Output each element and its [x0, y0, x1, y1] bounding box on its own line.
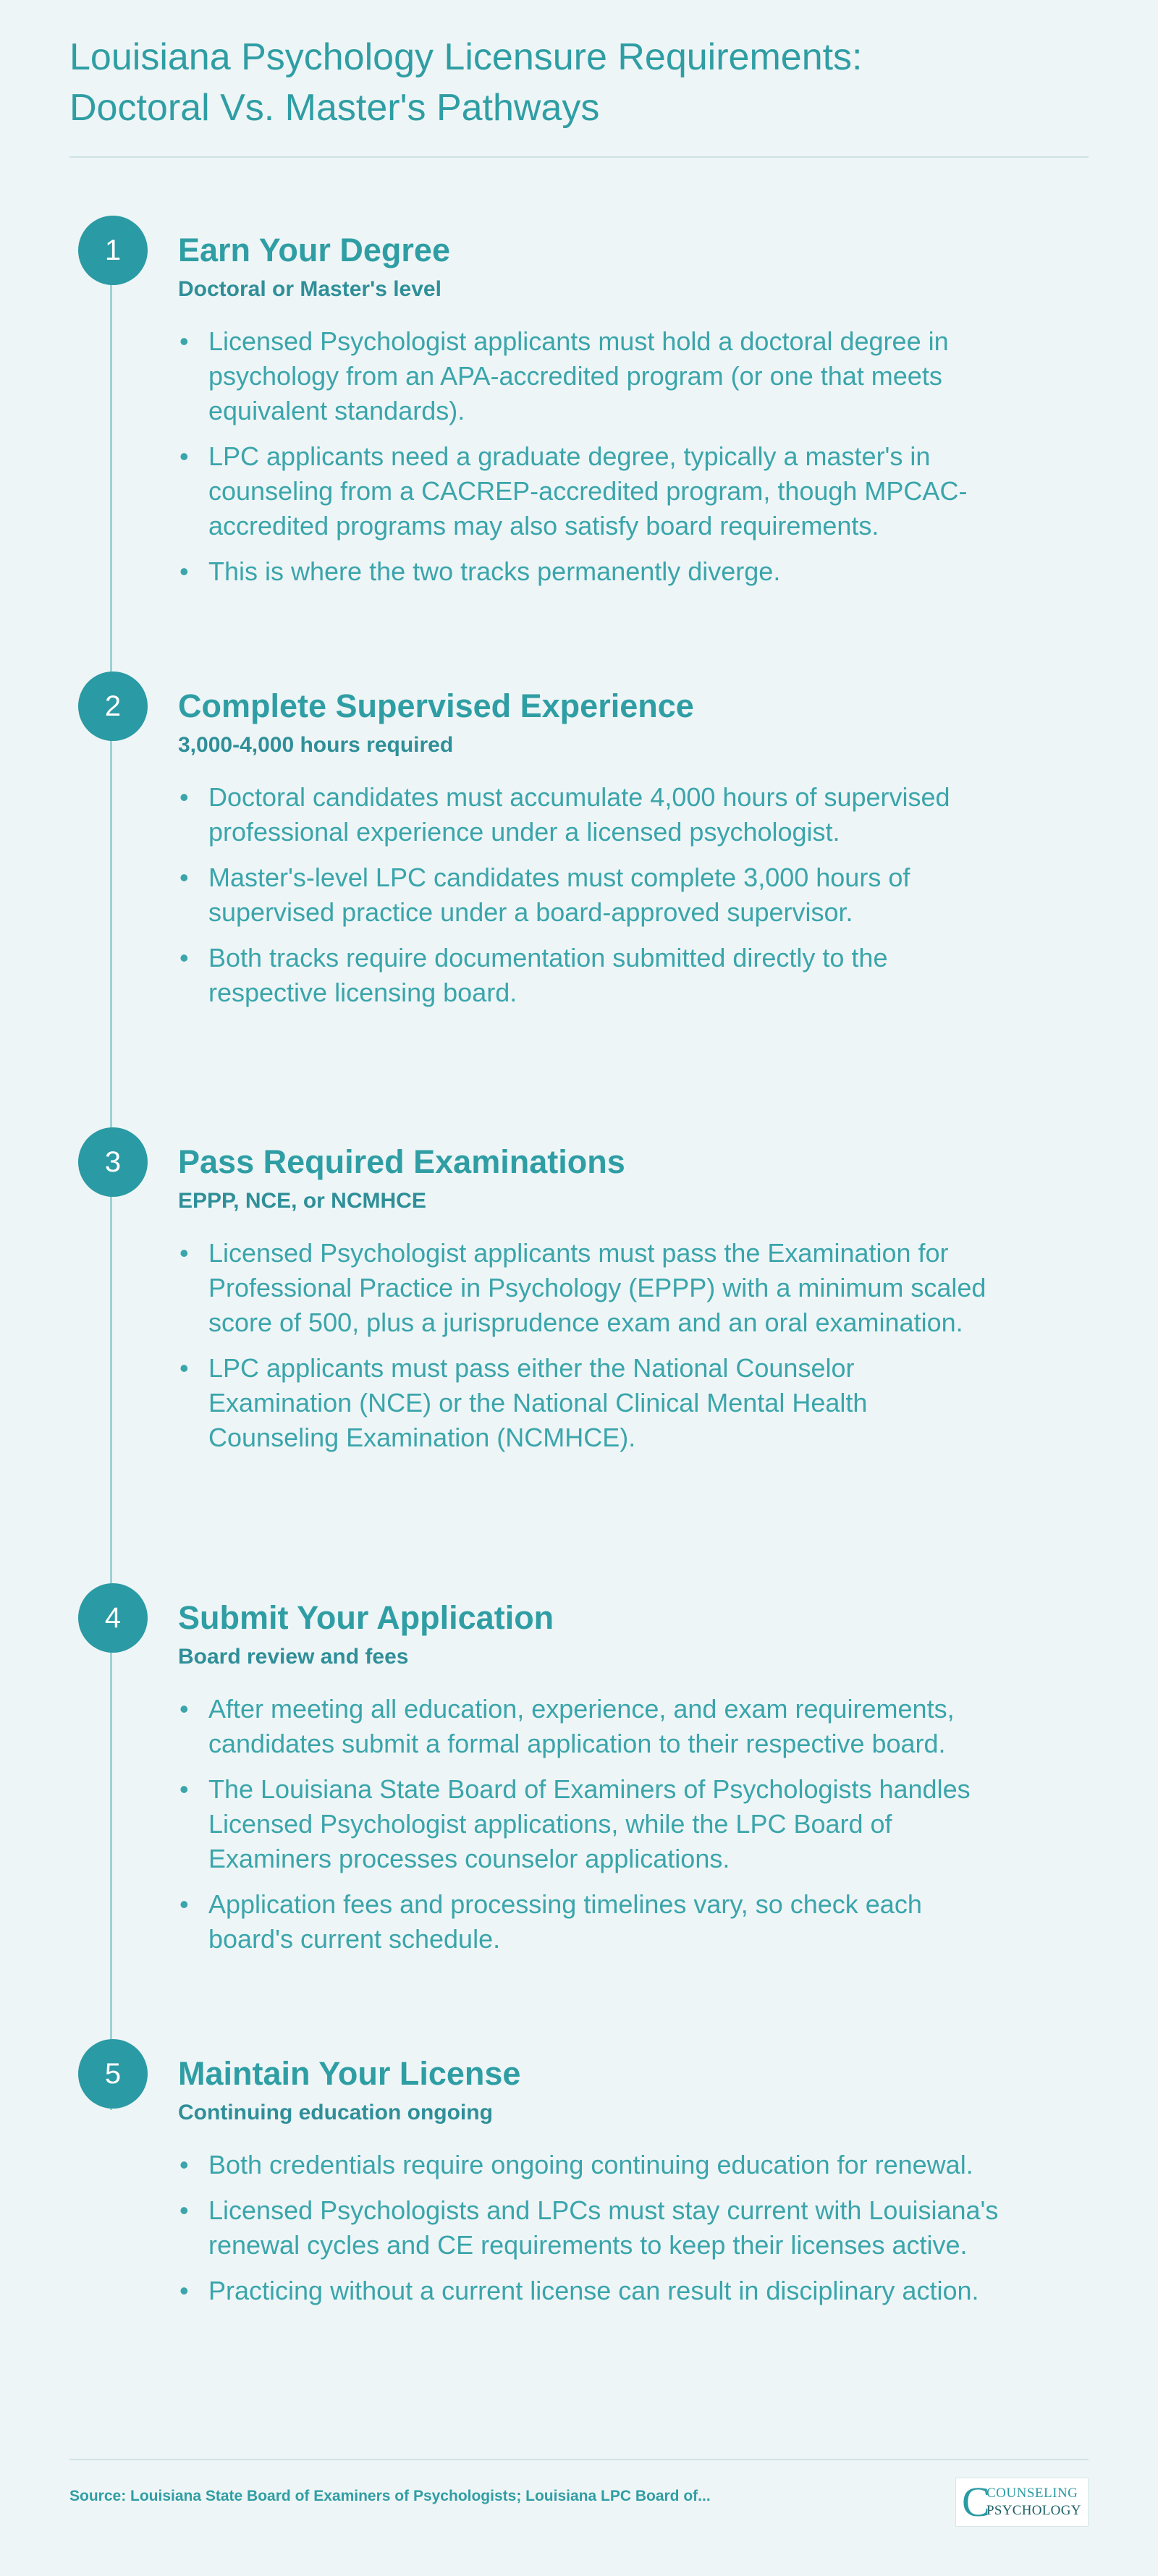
bullet-item: • LPC applicants need a graduate degree, typically a master's in counseling from a CACREP-accredited program, though MPCAC-accredited programs may also satisfy board requirements. — [178, 439, 1003, 543]
logo-text-line2: PSYCHOLOGY — [986, 2503, 1081, 2518]
bullet-item: • Practicing without a current license can result in disciplinary action. — [178, 2274, 1003, 2308]
step-number-badge: 1 — [78, 216, 148, 285]
step-subtitle: Board review and fees — [178, 1645, 409, 1669]
step-title: Maintain Your License — [178, 2055, 521, 2092]
bullet-item: • Master's-level LPC candidates must complete 3,000 hours of supervised practice under a board-approved supervisor. — [178, 860, 1003, 930]
step-subtitle: EPPP, NCE, or NCMHCE — [178, 1189, 426, 1213]
source-citation: Source: Louisiana State Board of Examiners of Psychologists; Louisiana LPC Board of... — [69, 2488, 711, 2504]
step-number-badge: 3 — [78, 1127, 148, 1197]
step-number-badge: 2 — [78, 671, 148, 741]
step-title: Pass Required Examinations — [178, 1143, 625, 1180]
step-title: Submit Your Application — [178, 1599, 554, 1636]
logo-text-line1: COUNSELING — [986, 2486, 1078, 2501]
step-number-badge: 4 — [78, 1583, 148, 1653]
bullet-item: • Licensed Psychologist applicants must pass the Examination for Professional Practice in Psychology (EPPP) with a minimum scaled score of 500, plus a jurisprudence exam and an oral examination. — [178, 1236, 1003, 1340]
title-divider — [69, 156, 1089, 158]
bullet-item: • This is where the two tracks permanently diverge. — [178, 554, 1003, 589]
bullet-item: • Licensed Psychologists and LPCs must stay current with Louisiana's renewal cycles and CE requirements to keep their licenses active. — [178, 2193, 1003, 2263]
bullet-item: • Both credentials require ongoing continuing education for renewal. — [178, 2148, 1003, 2182]
page-title: Louisiana Psychology Licensure Requirements: Doctoral Vs. Master's Pathways — [69, 36, 863, 129]
bullet-item: • After meeting all education, experience, and exam requirements, candidates submit a formal application to their respective board. — [178, 1692, 1003, 1761]
step-title: Earn Your Degree — [178, 232, 450, 268]
step-subtitle: Doctoral or Master's level — [178, 277, 441, 301]
step-bullet-list — [178, 324, 1003, 589]
footer-divider — [69, 2459, 1089, 2460]
step-bullet-list — [178, 780, 1003, 1010]
brand-logo[interactable] — [955, 2478, 1089, 2527]
step-subtitle: 3,000-4,000 hours required — [178, 733, 454, 757]
step-subtitle: Continuing education ongoing — [178, 2101, 493, 2124]
step-bullet-list — [178, 1692, 1003, 1957]
bullet-item: • LPC applicants must pass either the National Counselor Examination (NCE) or the National Clinical Mental Health Counseling Examination (NCMHCE). — [178, 1351, 1003, 1455]
bullet-item: • Application fees and processing timelines vary, so check each board's current schedule. — [178, 1887, 1003, 1957]
step-bullet-list — [178, 2148, 1003, 2308]
bullet-item: • Doctoral candidates must accumulate 4,000 hours of supervised professional experience under a licensed psychologist. — [178, 780, 1003, 850]
step-title: Complete Supervised Experience — [178, 687, 694, 724]
step-bullet-list — [178, 1236, 1003, 1455]
bullet-item: • The Louisiana State Board of Examiners of Psychologists handles Licensed Psychologist applications, while the LPC Board of Examiners processes counselor applications. — [178, 1772, 1003, 1876]
logo-mark-icon: C — [962, 2478, 990, 2525]
bullet-item: • Both tracks require documentation submitted directly to the respective licensing board. — [178, 941, 1003, 1010]
step-number-badge: 5 — [78, 2039, 148, 2109]
bullet-item: • Licensed Psychologist applicants must hold a doctoral degree in psychology from an APA-accredited program (or one that meets equivalent standards). — [178, 324, 1003, 428]
